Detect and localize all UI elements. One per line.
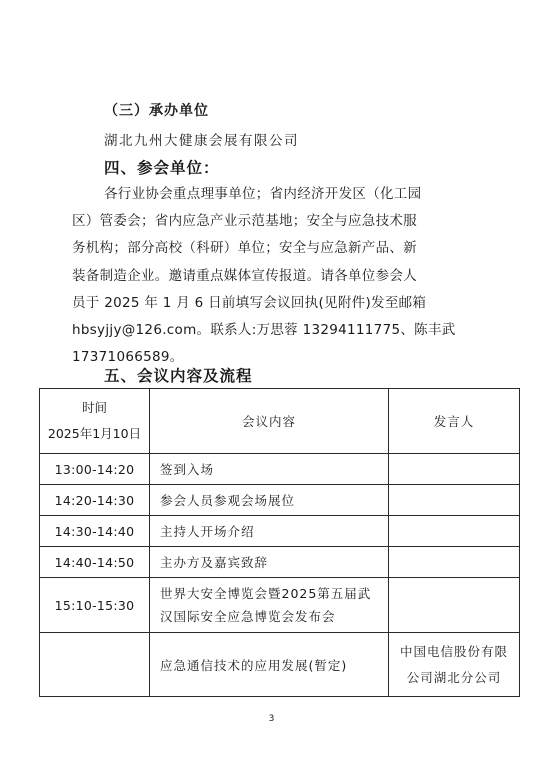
- header-time-label: 时间: [81, 400, 107, 415]
- paragraph-line: 区）管委会；省内应急产业示范基地；安全与应急技术服: [72, 213, 417, 230]
- speaker-cell: [389, 547, 520, 578]
- table-row: [40, 516, 520, 547]
- paragraph-line: 务机构；部分高校（科研）单位；安全与应急新产品、新: [72, 240, 417, 257]
- content-cell: 主办方及嘉宾致辞: [150, 547, 389, 578]
- page-number: 3: [268, 714, 275, 724]
- header-date: 2025年1月10日: [47, 426, 142, 441]
- section-3-heading: （三）承办单位: [104, 103, 209, 119]
- content-cell: 主持人开场介绍: [150, 516, 389, 547]
- section-4-heading: 四、参会单位：: [104, 159, 220, 177]
- speaker-cell: [389, 485, 520, 516]
- time-cell: 14:30-14:40: [40, 516, 150, 547]
- section-5-heading: 五、会议内容及流程: [104, 367, 253, 385]
- speaker-cell: [389, 516, 520, 547]
- participants-paragraph: [72, 181, 476, 371]
- content-line: 汉国际安全应急博览会发布会: [160, 609, 336, 624]
- content-cell: 应急通信技术的应用发展(暂定): [150, 633, 389, 697]
- header-content-cell: 会议内容: [150, 389, 389, 454]
- table-row: [40, 454, 520, 485]
- time-cell: 15:10-15:30: [40, 578, 150, 633]
- speaker-cell: [389, 633, 520, 697]
- time-cell: 13:00-14:20: [40, 454, 150, 485]
- paragraph-line: 各行业协会重点理事单位；省内经济开发区（化工园: [104, 186, 422, 202]
- time-cell: 14:40-14:50: [40, 547, 150, 578]
- speaker-cell: [389, 454, 520, 485]
- content-cell: 参会人员参观会场展位: [150, 485, 389, 516]
- content-cell: [150, 578, 389, 633]
- paragraph-line: hbsyjjy@126.com。联系人:万思蓉 13294111775、陈丰武: [72, 322, 456, 339]
- table-row: [40, 485, 520, 516]
- table-row: [40, 578, 520, 633]
- time-cell: 14:20-14:30: [40, 485, 150, 516]
- organizer-name: 湖北九州大健康会展有限公司: [104, 133, 299, 149]
- content-cell: 签到入场: [150, 454, 389, 485]
- speaker-line: 中国电信股份有限: [399, 643, 508, 659]
- content-line: 世界大安全博览会暨2025第五届武: [160, 586, 372, 601]
- time-cell: [40, 633, 150, 697]
- speaker-cell: [389, 578, 520, 633]
- header-speaker-cell: 发言人: [389, 389, 520, 454]
- header-time-cell: [40, 389, 150, 454]
- paragraph-line: 17371066589。: [72, 349, 184, 366]
- table-row: [40, 633, 520, 697]
- paragraph-line: 装备制造企业。邀请重点媒体宣传报道。请各单位参会人: [72, 267, 417, 284]
- agenda-table: [39, 388, 520, 697]
- paragraph-line: 员于 2025 年 1 月 6 日前填写会议回执(见附件)发至邮箱: [72, 294, 427, 311]
- table-header-row: [40, 389, 520, 454]
- table-row: [40, 547, 520, 578]
- speaker-line: 公司湖北分公司: [406, 669, 502, 685]
